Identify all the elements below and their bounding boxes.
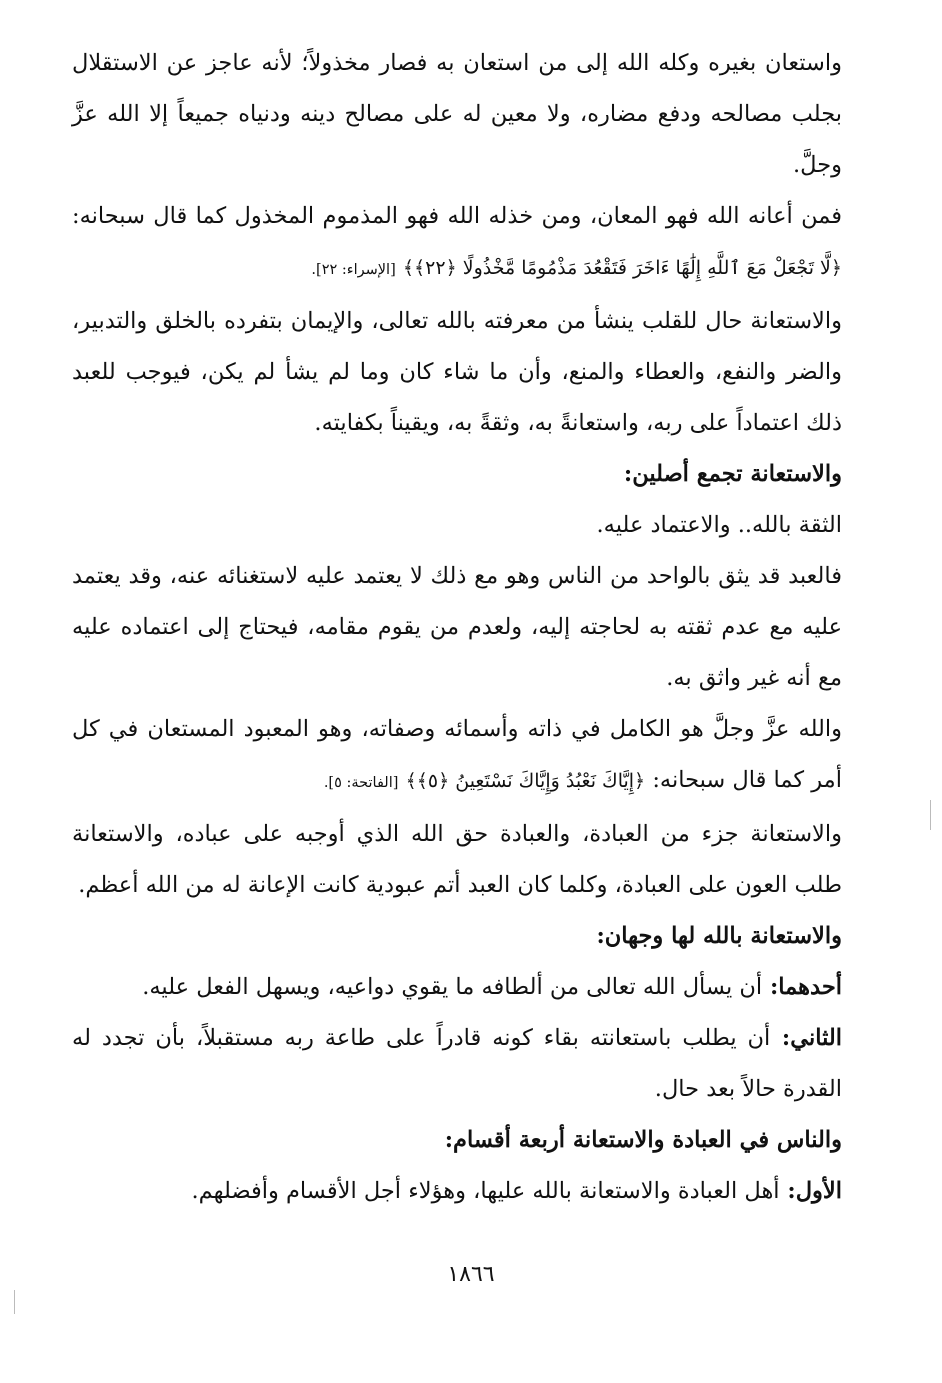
- paragraph: الأول: أهل العبادة والاستعانة بالله عليها، وهؤلاء أجل الأقسام وأفضلهم.: [191, 1178, 842, 1204]
- page-content: [72, 38, 842, 1217]
- item-lead: الأول:: [779, 1178, 842, 1204]
- paragraph: أحدهما: أن يسأل الله تعالى من ألطافه ما يقوي دواعيه، ويسهل الفعل عليه.: [142, 974, 842, 1000]
- paragraph: الثقة بالله.. والاعتماد عليه.: [596, 512, 842, 538]
- paragraph: فالعبد قد يثق بالواحد من الناس وهو مع ذلك لا يعتمد عليه لاستغنائه عنه، وقد يعتمد عليه مع عدم ثقته به لحاجته إليه، ولعدم من يقوم مقامه، فيحتاج إلى اعتماده عليه مع أنه غير واثق به.: [72, 563, 842, 691]
- verse-citation: [الفاتحة: ٥].: [323, 775, 399, 791]
- paragraph: والاستعانة جزء من العبادة، والعبادة حق الله الذي أوجبه على عباده، والاستعانة طلب العون على العبادة، وكلما كان العبد أتم عبودية كانت الإعانة له من الله أعظم.: [72, 821, 842, 898]
- verse-citation: [الإسراء: ٢٢].: [311, 262, 396, 278]
- paragraph: فمن أعانه الله فهو المعان، ومن خذله الله فهو المذموم المخذول كما قال سبحانه: ﴿لَّا تَجْعَلْ مَعَ ٱللَّهِ إِلَٰهًا ءَاخَرَ فَتَقْعُدَ مَذْمُومًا مَّخْذُولًا ﴿٢٢﴾﴾ [الإسراء: ٢٢].: [72, 203, 842, 279]
- page-number: ١٨٦٦: [447, 1262, 495, 1287]
- paragraph: والاستعانة حال للقلب ينشأ من معرفته بالله تعالى، والإيمان بتفرده بالخلق والتدبير، والضر والنفع، والعطاء والمنع، وأن ما شاء كان وما لم يشأ لم يكن، فيوجب للعبد ذلك اعتماداً على ربه، واستعانةً به، وثقةً به، ويقيناً بكفايته.: [72, 308, 842, 436]
- paragraph: واستعان بغيره وكله الله إلى من استعان به فصار مخذولاً؛ لأنه عاجز عن الاستقلال بجلب مصالحه ودفع مضاره، ولا معين له على مصالح دينه ودنياه جميعاً إلا الله عزَّ وجلَّ.: [72, 50, 842, 178]
- paragraph: الثاني: أن يطلب باستعانته بقاء كونه قادراً على طاعة ربه مستقبلاً، بأن تجدد له القدرة حالاً بعد حال.: [72, 1025, 842, 1102]
- scan-edge-mark: [14, 1290, 15, 1314]
- paragraph: والله عزَّ وجلَّ هو الكامل في ذاته وأسمائه وصفاته، وهو المعبود المستعان في كل أمر كما قال سبحانه: ﴿إِيَّاكَ نَعْبُدُ وَإِيَّاكَ نَسْتَعِينُ ﴿٥﴾﴾ [الفاتحة: ٥].: [72, 716, 842, 793]
- scan-edge-mark: [930, 800, 931, 830]
- item-lead: الثاني:: [770, 1025, 842, 1051]
- section-heading: والناس في العبادة والاستعانة أربعة أقسام:: [444, 1127, 842, 1153]
- quran-verse: ﴿إِيَّاكَ نَعْبُدُ وَإِيَّاكَ نَسْتَعِينُ ﴿٥﴾﴾: [405, 770, 646, 792]
- section-heading: والاستعانة تجمع أصلين:: [623, 461, 842, 487]
- item-lead: أحدهما:: [762, 974, 842, 1000]
- quran-verse: ﴿لَّا تَجْعَلْ مَعَ ٱللَّهِ إِلَٰهًا ءَاخَرَ فَتَقْعُدَ مَذْمُومًا مَّخْذُولًا ﴿٢٢﴾﴾: [402, 257, 842, 279]
- section-heading: والاستعانة بالله لها وجهان:: [596, 923, 842, 949]
